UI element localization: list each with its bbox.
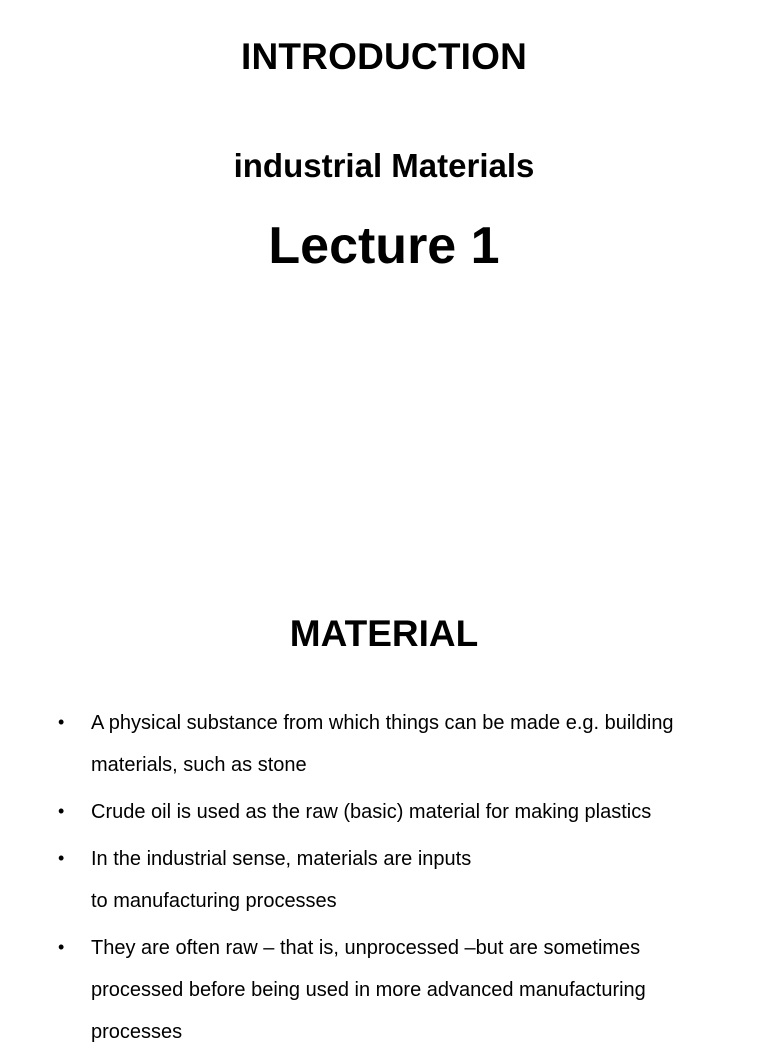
bullet-item — [0, 791, 768, 833]
bullet-icon: • — [58, 712, 65, 732]
lecture-title: Lecture 1 — [268, 217, 500, 275]
bullet-text: A physical substance from which things can be made e.g. building — [91, 712, 674, 734]
slide-material — [0, 576, 768, 1043]
bullet-icon: • — [58, 937, 65, 957]
bullet-icon: • — [58, 801, 65, 821]
bullet-item — [0, 702, 768, 786]
bullet-text: processes — [91, 1021, 183, 1043]
bullet-text: Crude oil is used as the raw (basic) material for making plastics — [91, 801, 652, 823]
bullet-text: processed before being used in more advanced manufacturing — [91, 979, 646, 1001]
bullet-text: They are often raw – that is, unprocessed –but are sometimes — [91, 937, 641, 959]
bullet-list — [0, 702, 768, 1058]
bullet-text: In the industrial sense, materials are inputs — [91, 848, 472, 870]
bullet-text: materials, such as stone — [91, 754, 307, 776]
bullet-item — [0, 838, 768, 922]
bullet-text: to manufacturing processes — [91, 890, 337, 912]
bullet-item — [0, 927, 768, 1053]
bullet-icon: • — [58, 848, 65, 868]
slide-heading: INTRODUCTION — [240, 36, 528, 77]
slide-heading: MATERIAL — [289, 613, 479, 654]
course-title: industrial Materials — [233, 147, 535, 184]
